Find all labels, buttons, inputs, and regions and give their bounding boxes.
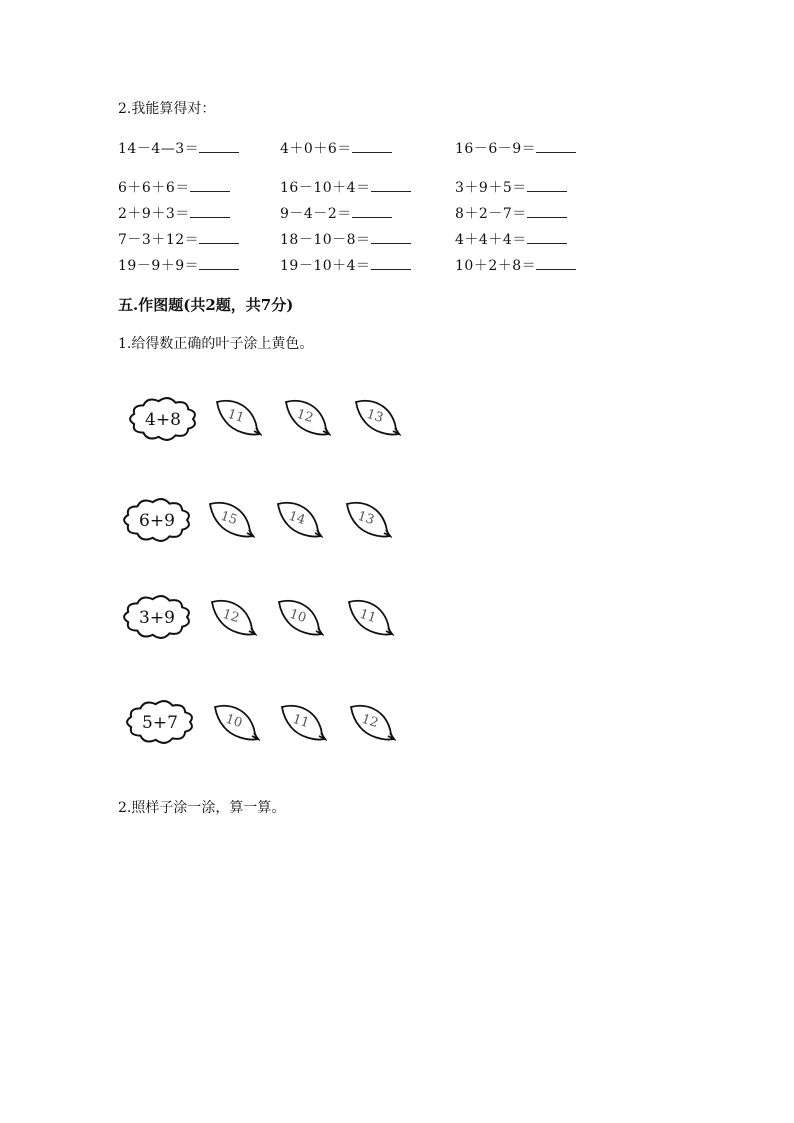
equation-item bbox=[280, 138, 392, 158]
leaf-option[interactable] bbox=[214, 398, 262, 440]
equation-item bbox=[280, 203, 392, 223]
answer-blank[interactable] bbox=[371, 229, 411, 244]
equation-item bbox=[455, 203, 567, 223]
leaf-number: 13 bbox=[364, 406, 386, 427]
leaf-number: 11 bbox=[290, 711, 312, 732]
leaf-option[interactable] bbox=[276, 598, 324, 640]
leaf-option[interactable] bbox=[283, 398, 331, 440]
section-5-question-2-title: 2.照样子涂一涂，算一算。 bbox=[118, 800, 286, 816]
leaf-option[interactable] bbox=[212, 703, 260, 745]
leaf-option[interactable] bbox=[346, 598, 394, 640]
equation-item bbox=[118, 229, 239, 249]
equation-text: 4＋0＋6＝ bbox=[280, 141, 352, 157]
equation-text: 14－4—3＝ bbox=[118, 141, 200, 157]
expression-cloud bbox=[125, 699, 195, 749]
leaf-number: 10 bbox=[287, 606, 309, 627]
leaf-option[interactable] bbox=[275, 500, 323, 542]
equation-item bbox=[118, 203, 230, 223]
answer-blank[interactable] bbox=[199, 229, 239, 244]
expression-cloud bbox=[122, 594, 192, 644]
answer-blank[interactable] bbox=[527, 229, 567, 244]
equation-text: 8＋2－7＝ bbox=[455, 206, 527, 222]
equation-item bbox=[280, 255, 411, 275]
expression-cloud bbox=[122, 497, 192, 547]
answer-blank[interactable] bbox=[199, 255, 239, 270]
answer-blank[interactable] bbox=[371, 255, 411, 270]
equation-text: 19－10＋4＝ bbox=[280, 258, 371, 274]
leaf-number: 11 bbox=[225, 406, 247, 427]
equation-item bbox=[280, 177, 411, 197]
expression-text: 5+7 bbox=[142, 713, 178, 733]
leaf-number: 10 bbox=[223, 711, 245, 732]
leaf-option[interactable] bbox=[353, 398, 401, 440]
leaf-number: 12 bbox=[294, 406, 316, 427]
equation-item bbox=[118, 255, 239, 275]
equation-text: 7－3＋12＝ bbox=[118, 232, 200, 248]
leaf-number: 15 bbox=[218, 508, 240, 529]
expression-text: 3+9 bbox=[139, 608, 175, 628]
expression-cloud bbox=[128, 396, 198, 446]
equation-item bbox=[455, 138, 576, 158]
answer-blank[interactable] bbox=[190, 177, 230, 192]
answer-blank[interactable] bbox=[527, 177, 567, 192]
answer-blank[interactable] bbox=[352, 138, 392, 153]
answer-blank[interactable] bbox=[371, 177, 411, 192]
equation-text: 16－10＋4＝ bbox=[280, 180, 371, 196]
equation-item bbox=[118, 138, 239, 158]
answer-blank[interactable] bbox=[527, 203, 567, 218]
equation-item bbox=[455, 229, 567, 249]
expression-text: 6+9 bbox=[139, 511, 175, 531]
leaf-number: 11 bbox=[357, 606, 379, 627]
leaf-option[interactable] bbox=[207, 500, 255, 542]
leaf-number: 12 bbox=[220, 606, 242, 627]
equation-text: 6＋6＋6＝ bbox=[118, 180, 190, 196]
equation-text: 19－9＋9＝ bbox=[118, 258, 200, 274]
equation-text: 3＋9＋5＝ bbox=[455, 180, 527, 196]
answer-blank[interactable] bbox=[536, 255, 576, 270]
equation-item bbox=[118, 177, 230, 197]
equation-item bbox=[455, 177, 567, 197]
equation-text: 9－4－2＝ bbox=[280, 206, 352, 222]
leaf-option[interactable] bbox=[348, 703, 396, 745]
answer-blank[interactable] bbox=[199, 138, 239, 153]
leaf-number: 14 bbox=[286, 508, 308, 529]
leaf-option[interactable] bbox=[279, 703, 327, 745]
leaf-option[interactable] bbox=[209, 598, 257, 640]
leaf-option[interactable] bbox=[344, 500, 392, 542]
equation-text: 18－10－8＝ bbox=[280, 232, 371, 248]
question-2-title: 2.我能算得对： bbox=[118, 101, 216, 117]
equation-text: 10＋2＋8＝ bbox=[455, 258, 537, 274]
answer-blank[interactable] bbox=[536, 138, 576, 153]
answer-blank[interactable] bbox=[352, 203, 392, 218]
equation-text: 16－6－9＝ bbox=[455, 141, 537, 157]
equation-item bbox=[455, 255, 576, 275]
leaf-number: 13 bbox=[355, 508, 377, 529]
equation-item bbox=[280, 229, 411, 249]
leaf-number: 12 bbox=[359, 711, 381, 732]
section-5-question-1-title: 1.给得数正确的叶子涂上黄色。 bbox=[118, 336, 314, 352]
expression-text: 4+8 bbox=[145, 410, 181, 430]
equation-text: 4＋4＋4＝ bbox=[455, 232, 527, 248]
equation-text: 2＋9＋3＝ bbox=[118, 206, 190, 222]
answer-blank[interactable] bbox=[190, 203, 230, 218]
section-5-title: 五.作图题(共2题，共7分) bbox=[118, 296, 294, 314]
